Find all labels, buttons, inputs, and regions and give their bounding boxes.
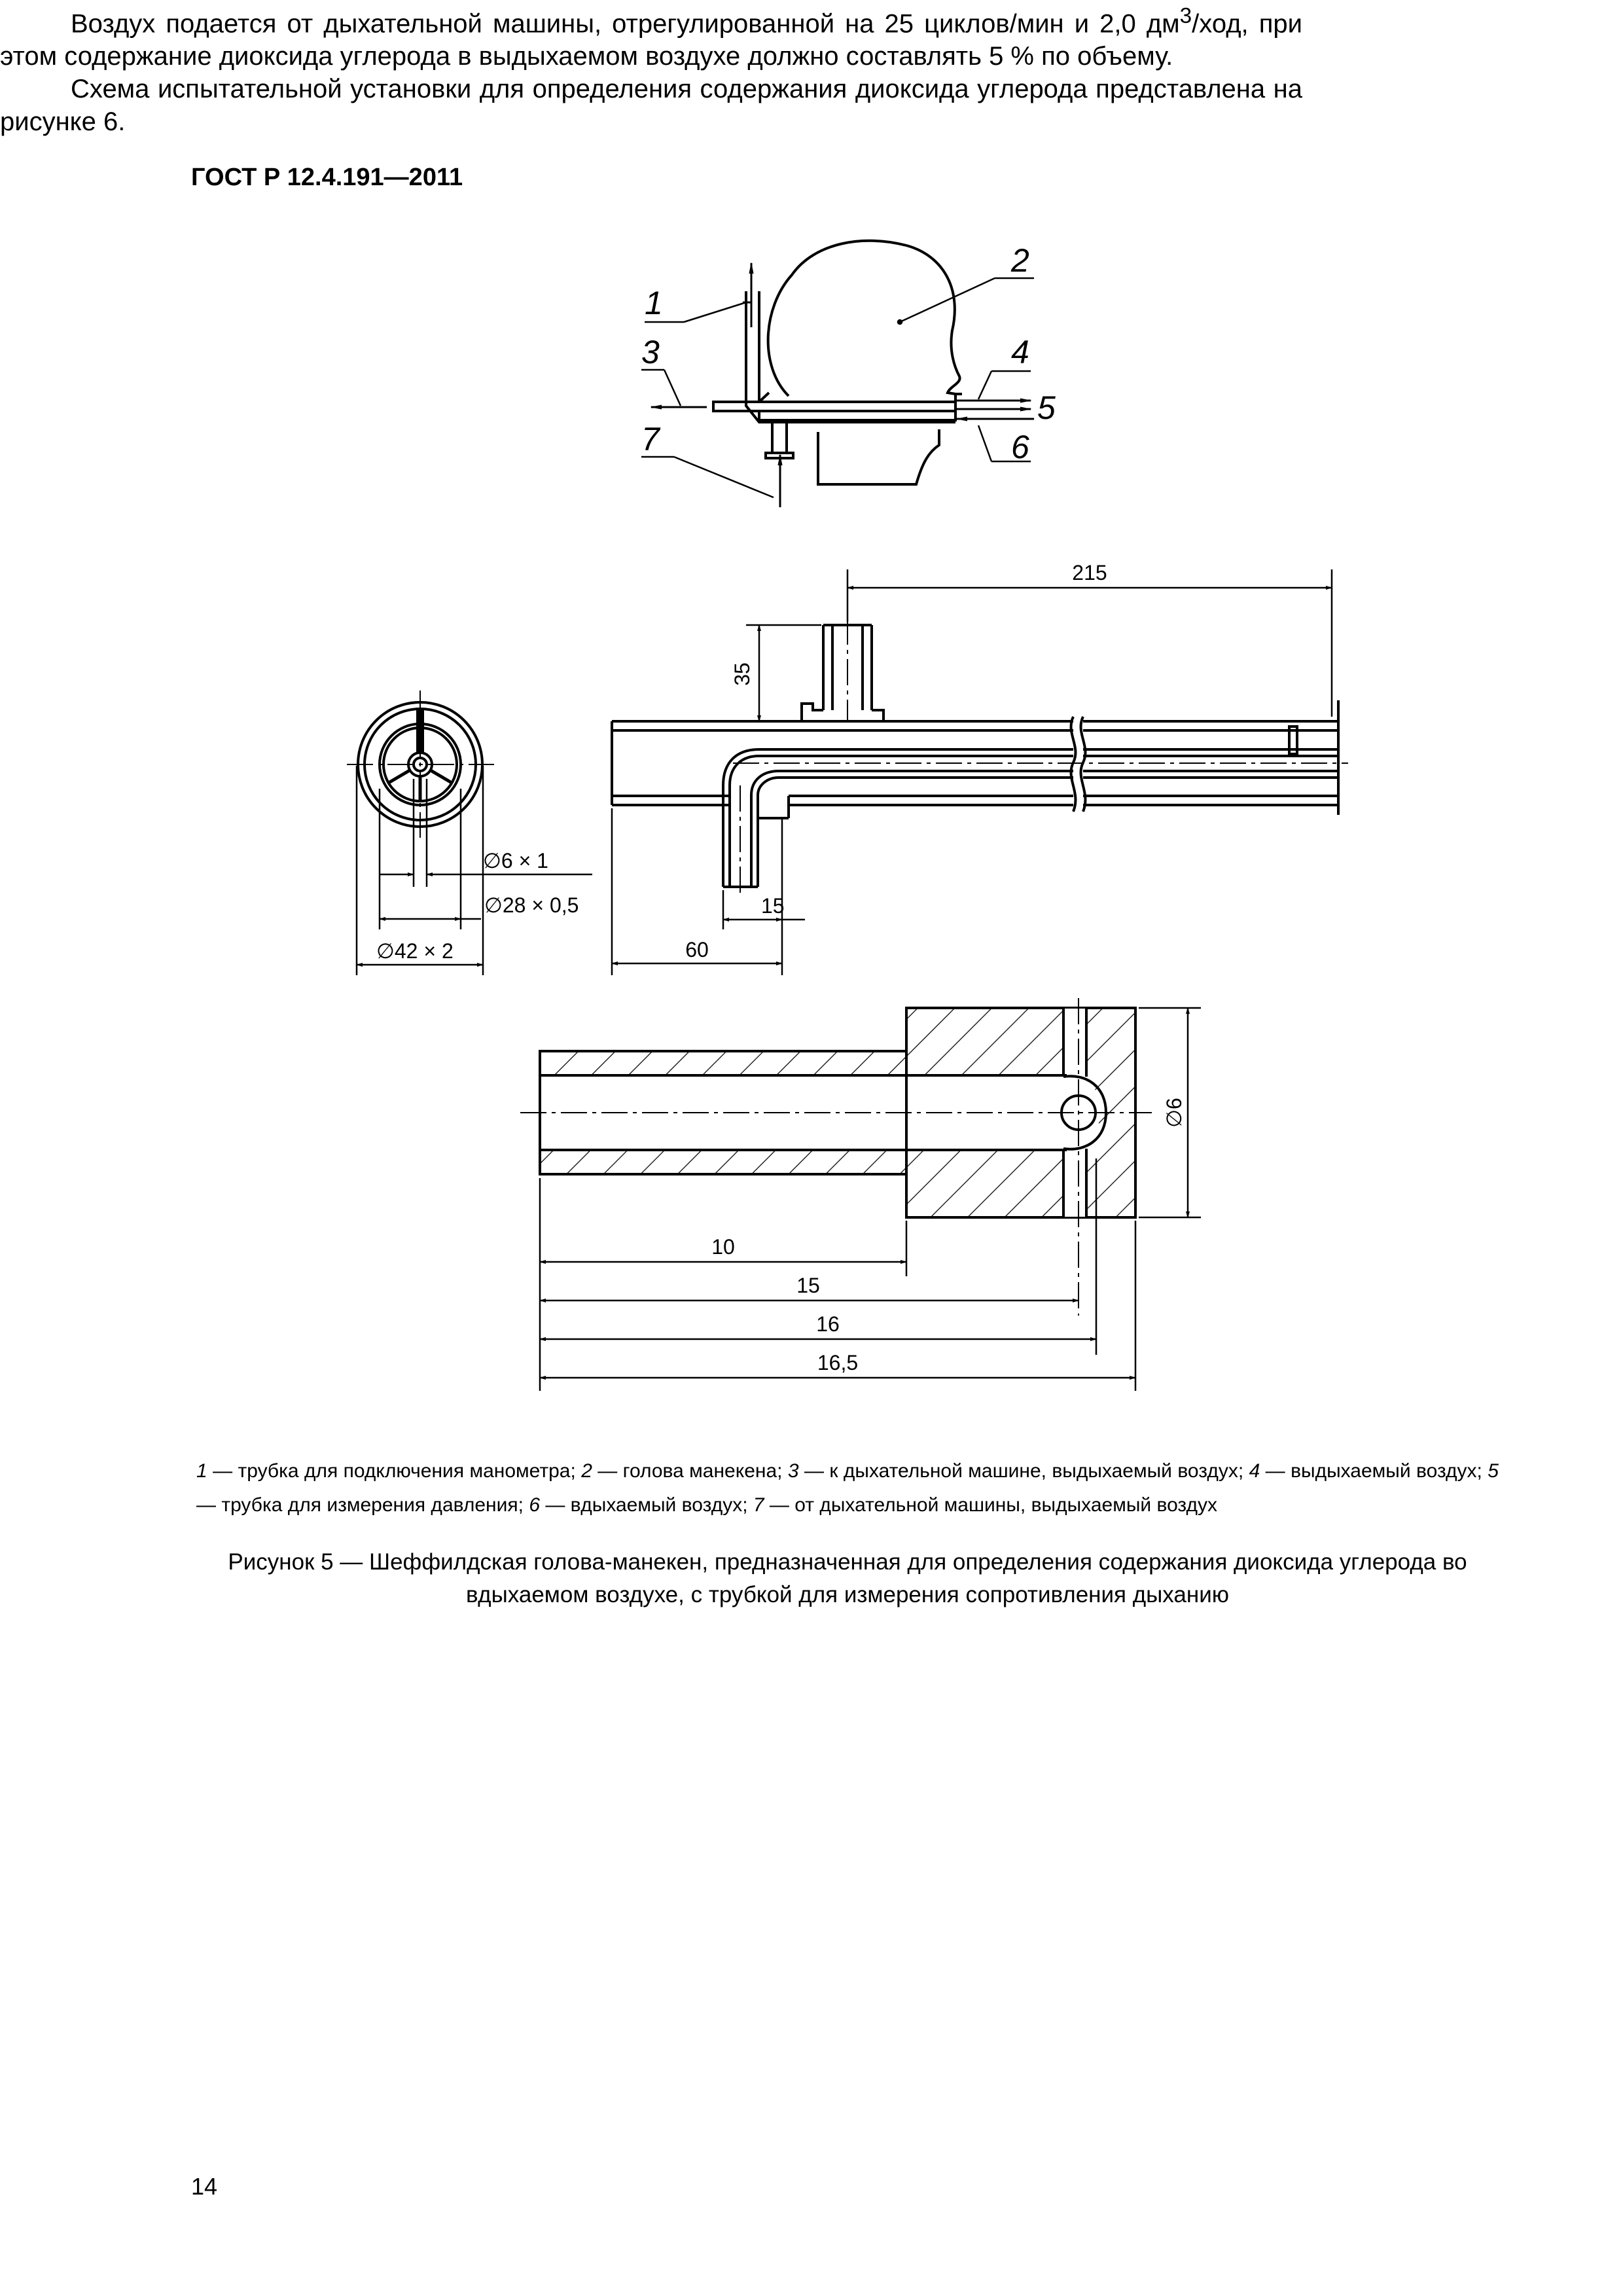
- callout-1: 1: [645, 285, 663, 321]
- dim-h-35: 35: [730, 662, 754, 686]
- dim-plug-165: 16,5: [817, 1351, 859, 1374]
- tube-side-view: [612, 625, 1338, 887]
- dim-len-215: 215: [1072, 561, 1107, 584]
- callout-2: 2: [1011, 242, 1029, 279]
- page-number: 14: [191, 2173, 218, 2200]
- callout-5: 5: [1037, 389, 1056, 426]
- dim-len-15-tube: 15: [761, 894, 785, 918]
- dim-d6x1: ∅6 × 1: [483, 849, 548, 872]
- paragraph-2: Схема испытательной установки для определения содержания диоксида углерода представлена на рисунке 6.: [0, 75, 1302, 137]
- dim-d28: ∅28 × 0,5: [484, 893, 579, 917]
- callout-3: 3: [641, 334, 660, 370]
- callout-leaders: [641, 278, 1034, 497]
- dim-plug-15: 15: [796, 1274, 820, 1297]
- dim-plug-10: 10: [711, 1235, 735, 1259]
- figure-legend: 1 — трубка для подключения манометра; 2 — голова манекена; 3 — к дыхательной машине, выдыхаемый воздух; 4 — выдыхаемый воздух; 5 — трубка для измерения давления; 6 — вдыхаемый воздух; 7 — от дыхательной машины, выдыхаемый воздух: [196, 1460, 1499, 1516]
- document-header: ГОСТ Р 12.4.191—2011: [191, 164, 463, 191]
- dim-d42: ∅42 × 2: [376, 939, 454, 963]
- figure-caption: Рисунок 5 — Шеффилдская голова-манекен, предназначенная для определения содержания диоксида углерода во вдыхаемом воздухе, с трубкой для измерения сопротивления дыханию: [228, 1549, 1467, 1607]
- dim-d6-plug: ∅6: [1162, 1098, 1186, 1128]
- dim-len-60: 60: [685, 938, 709, 961]
- callout-7: 7: [641, 421, 660, 457]
- callout-6: 6: [1011, 429, 1029, 465]
- end-view-centerlines: [347, 691, 494, 838]
- callout-4: 4: [1011, 334, 1029, 370]
- dim-plug-16: 16: [816, 1312, 840, 1336]
- paragraph-1: Воздух подается от дыхательной машины, отрегулированной на 25 циклов/мин и 2,0 $дм^3$/ход, при этом содержание диоксида углерода в выдыхаемом воздухе должно составлять 5 % по объему.: [0, 4, 1302, 71]
